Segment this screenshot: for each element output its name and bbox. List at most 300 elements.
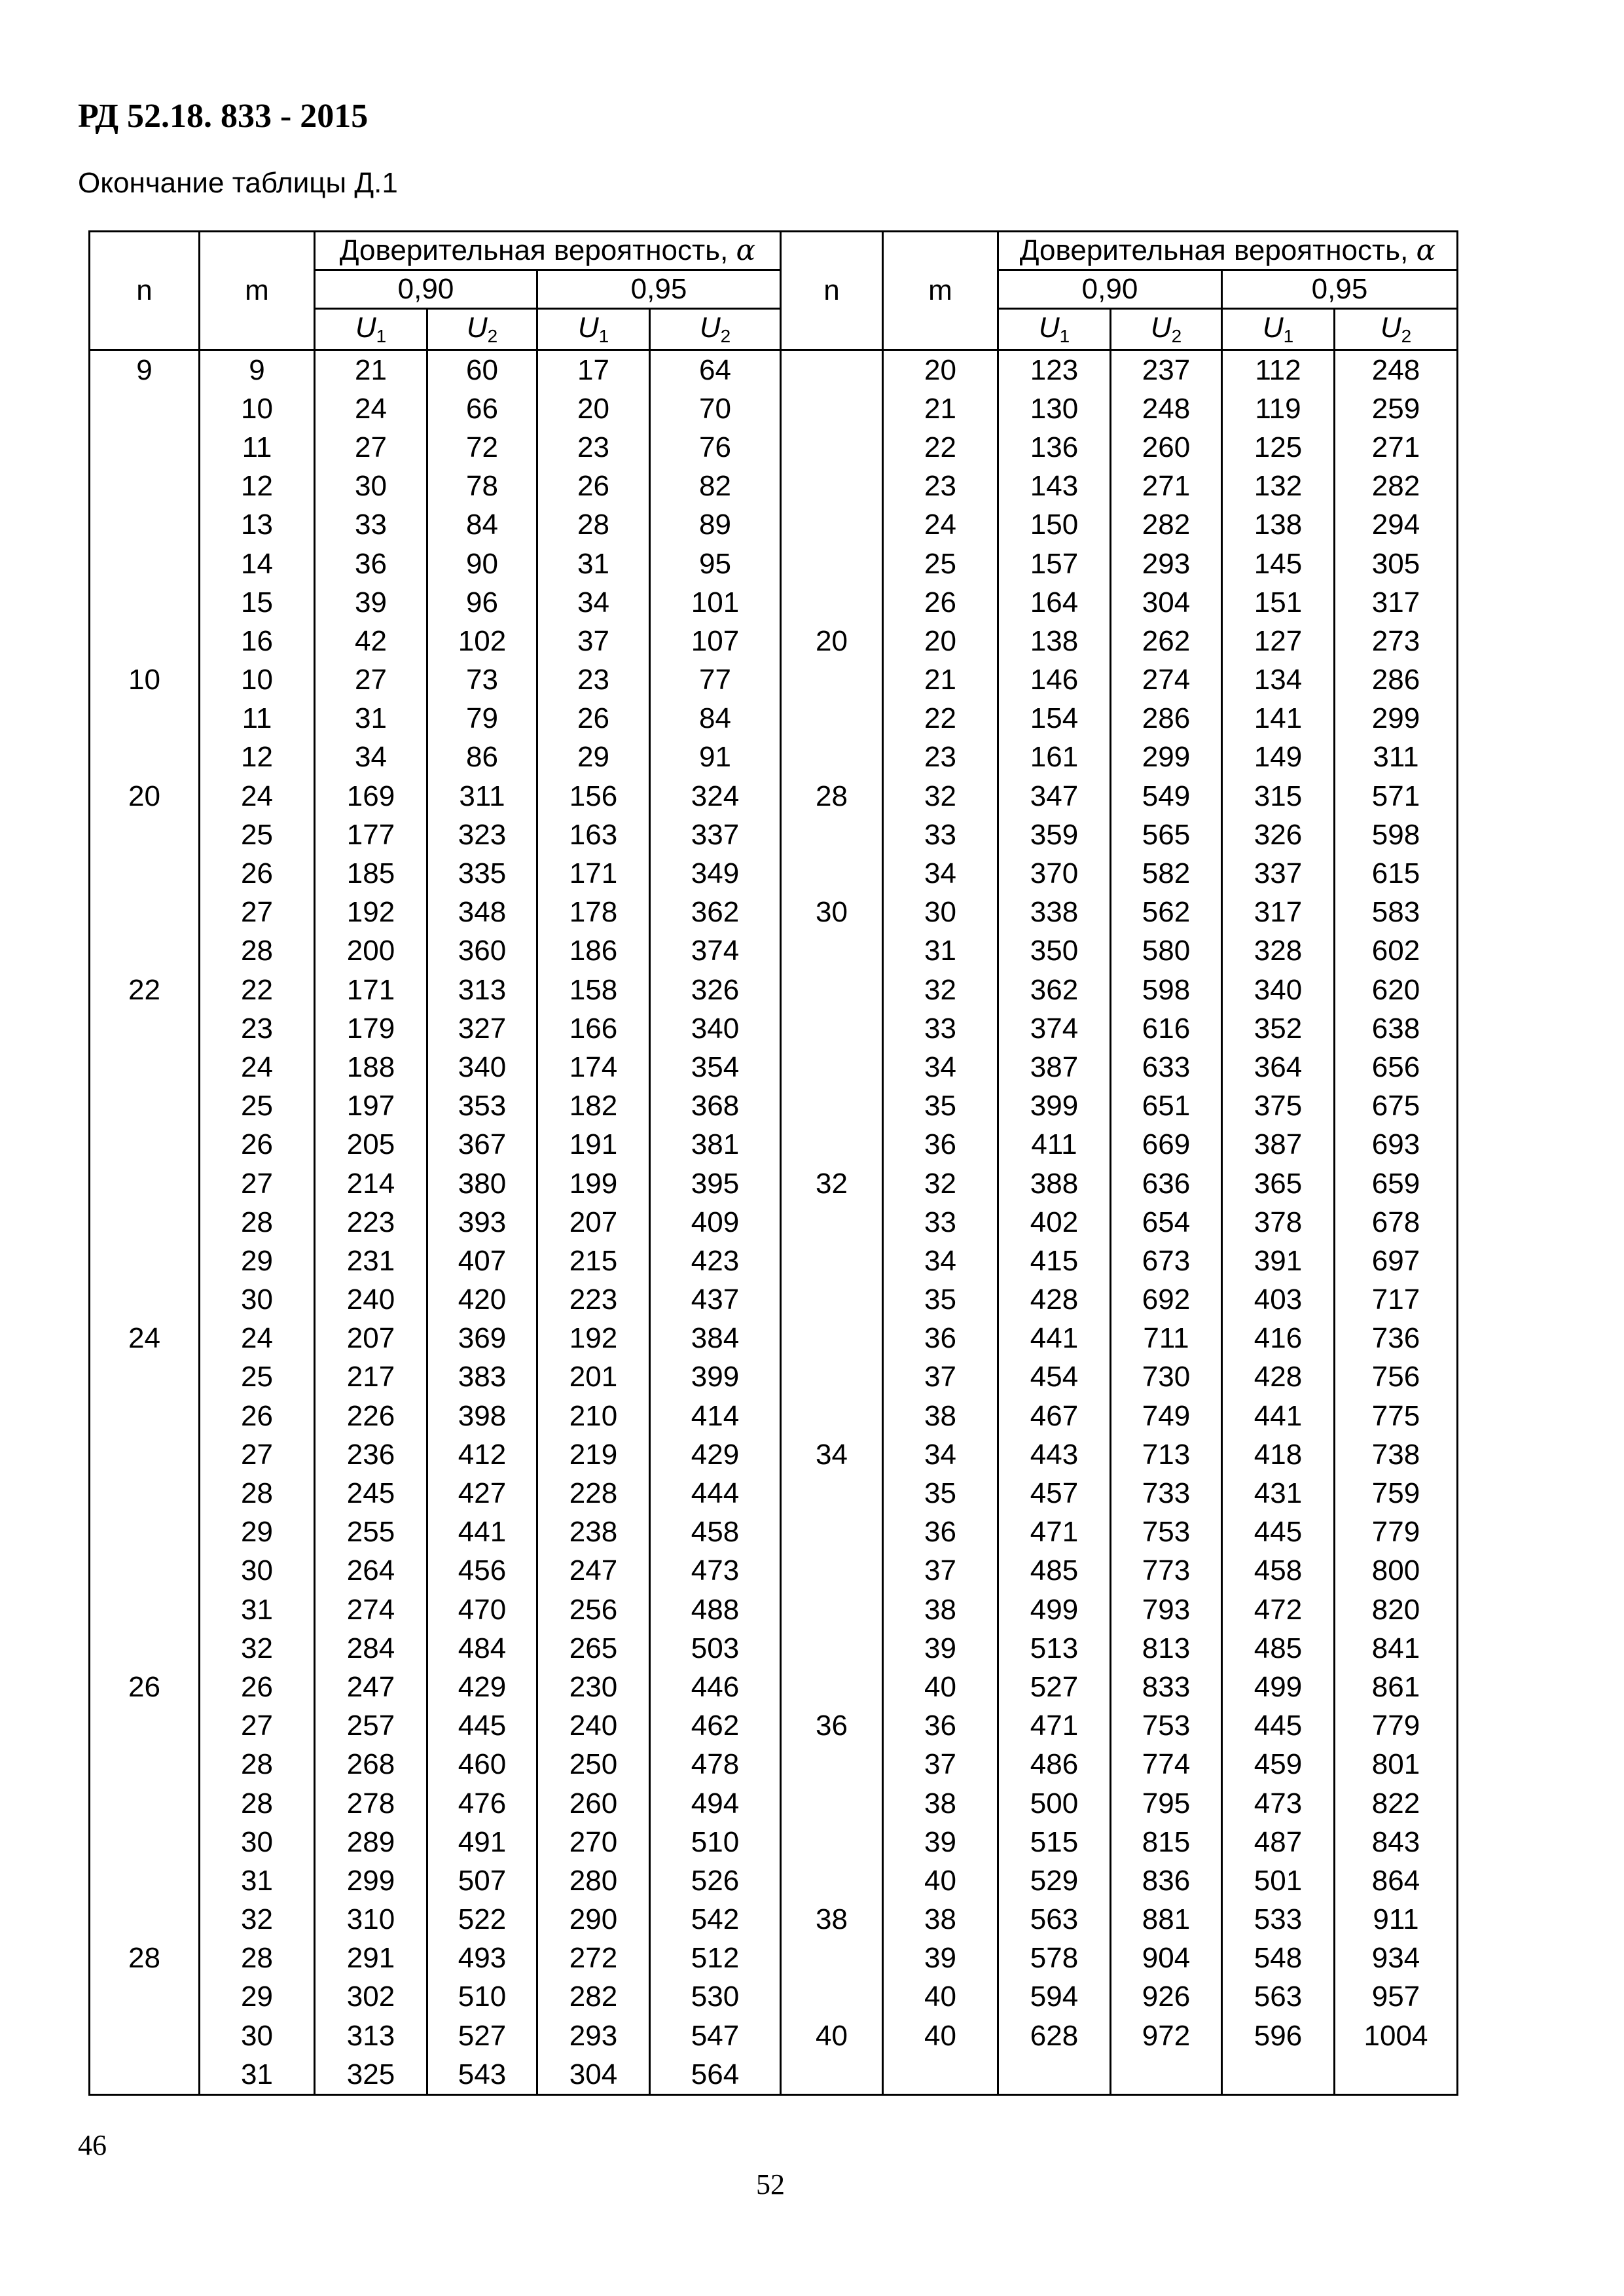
cell-u1-095: 219 <box>537 1435 650 1474</box>
cell-n <box>781 1048 883 1086</box>
cell-n <box>781 1784 883 1823</box>
cell-u1-090: 467 <box>998 1397 1111 1435</box>
cell-u1-095: 17 <box>537 350 650 390</box>
cell-u1-095: 375 <box>1222 1087 1335 1126</box>
cell-u2-095: 697 <box>1335 1242 1458 1280</box>
table-row <box>90 1513 1458 1552</box>
cell-u2-090: 335 <box>427 854 537 893</box>
cell-n: 30 <box>781 893 883 932</box>
cell-u1-095: 485 <box>1222 1629 1335 1668</box>
cell-u1-095: 215 <box>537 1242 650 1280</box>
cell-u1-090: 454 <box>998 1358 1111 1397</box>
cell-n <box>781 1823 883 1861</box>
cell-u2-095: 271 <box>1335 428 1458 467</box>
cell-m: 26 <box>200 854 315 893</box>
cell-m: 36 <box>883 1513 998 1552</box>
cell-n <box>781 1668 883 1706</box>
cell-m: 27 <box>200 1435 315 1474</box>
header-u1: $U_1$ <box>537 309 650 350</box>
cell-m: 39 <box>883 1939 998 1978</box>
cell-u2-090: 484 <box>427 1629 537 1668</box>
cell-n <box>781 1319 883 1358</box>
cell-u1-090: 457 <box>998 1474 1111 1513</box>
cell-n <box>781 1281 883 1319</box>
cell-u2-090: 795 <box>1111 1784 1222 1823</box>
cell-u2-090: 460 <box>427 1746 537 1784</box>
cell-u2-090: 248 <box>1111 389 1222 428</box>
cell-u2-095: 488 <box>650 1590 781 1629</box>
cell-u1-095: 315 <box>1222 777 1335 816</box>
cell-u1-095: 499 <box>1222 1668 1335 1706</box>
cell-u2-095: 843 <box>1335 1823 1458 1861</box>
cell-n <box>90 1513 200 1552</box>
cell-u2-095: 530 <box>650 1978 781 2017</box>
table-row <box>90 1861 1458 1900</box>
cell-n <box>90 1164 200 1203</box>
cell-u2-095: 444 <box>650 1474 781 1513</box>
cell-m: 40 <box>883 2017 998 2055</box>
cell-u1-090: 223 <box>315 1203 427 1242</box>
cell-u2-090: 353 <box>427 1087 537 1126</box>
cell-u1-090: 299 <box>315 1861 427 1900</box>
cell-u1-095: 174 <box>537 1048 650 1086</box>
cell-u1-090: 443 <box>998 1435 1111 1474</box>
cell-u2-090: 565 <box>1111 816 1222 854</box>
cell-u2-090: 383 <box>427 1358 537 1397</box>
cell-m: 15 <box>200 583 315 622</box>
cell-u2-090: 78 <box>427 467 537 506</box>
cell-u1-090: 192 <box>315 893 427 932</box>
cell-n <box>781 1861 883 1900</box>
header-u1: $U_1$ <box>315 309 427 350</box>
cell-u1-090: 231 <box>315 1242 427 1280</box>
cell-u1-090: 374 <box>998 1009 1111 1048</box>
cell-u2-090: 274 <box>1111 661 1222 700</box>
cell-u1-090: 529 <box>998 1861 1111 1900</box>
cell-u1-095: 487 <box>1222 1823 1335 1861</box>
cell-m: 22 <box>883 428 998 467</box>
cell-n <box>90 1397 200 1435</box>
cell-u2-090: 651 <box>1111 1087 1222 1126</box>
cell-n <box>90 583 200 622</box>
cell-u1-090: 169 <box>315 777 427 816</box>
cell-u1-090: 527 <box>998 1668 1111 1706</box>
cell-u1-095: 328 <box>1222 932 1335 971</box>
cell-u1-095: 240 <box>537 1707 650 1746</box>
table-row <box>90 893 1458 932</box>
cell-u2-095: 362 <box>650 893 781 932</box>
cell-u1-095: 186 <box>537 932 650 971</box>
cell-u1-095: 23 <box>537 428 650 467</box>
cell-m: 36 <box>883 1126 998 1164</box>
cell-u2-090: 773 <box>1111 1552 1222 1590</box>
cell-u1-090: 499 <box>998 1590 1111 1629</box>
cell-u1-095: 548 <box>1222 1939 1335 1978</box>
header-p090-left: 0,90 <box>315 270 537 309</box>
cell-m: 23 <box>883 738 998 777</box>
table-row <box>90 661 1458 700</box>
cell-n <box>781 816 883 854</box>
cell-n <box>90 1707 200 1746</box>
cell-n <box>781 1513 883 1552</box>
cell-u2-090: 304 <box>1111 583 1222 622</box>
cell-u1-090: 138 <box>998 622 1111 660</box>
cell-u1-090: 325 <box>315 2055 427 2095</box>
cell-m: 24 <box>200 1048 315 1086</box>
cell-u2-095: 779 <box>1335 1707 1458 1746</box>
cell-u2-090: 262 <box>1111 622 1222 660</box>
cell-m: 27 <box>200 893 315 932</box>
cell-n <box>90 1901 200 1939</box>
cell-n <box>781 854 883 893</box>
cell-u2-095: 775 <box>1335 1397 1458 1435</box>
cell-u2-095: 738 <box>1335 1435 1458 1474</box>
cell-n <box>781 661 883 700</box>
cell-m: 38 <box>883 1901 998 1939</box>
cell-u2-095: 354 <box>650 1048 781 1086</box>
cell-n <box>90 1746 200 1784</box>
cell-u1-095: 29 <box>537 738 650 777</box>
cell-n <box>90 1629 200 1668</box>
cell-u1-090: 255 <box>315 1513 427 1552</box>
cell-m: 37 <box>883 1358 998 1397</box>
cell-u2-090: 429 <box>427 1668 537 1706</box>
cell-m: 24 <box>200 777 315 816</box>
cell-u1-095: 272 <box>537 1939 650 1978</box>
table-row <box>90 1164 1458 1203</box>
cell-m: 36 <box>883 1707 998 1746</box>
cell-u2-095: 70 <box>650 389 781 428</box>
cell-u2-095: 1004 <box>1335 2017 1458 2055</box>
cell-m: 20 <box>883 350 998 390</box>
cell-u1-090: 236 <box>315 1435 427 1474</box>
cell-u2-090: 456 <box>427 1552 537 1590</box>
cell-u2-090: 562 <box>1111 893 1222 932</box>
cell-m: 36 <box>883 1319 998 1358</box>
cell-u2-095: 299 <box>1335 700 1458 738</box>
cell-u2-090: 753 <box>1111 1707 1222 1746</box>
cell-u2-090: 793 <box>1111 1590 1222 1629</box>
cell-u1-090: 136 <box>998 428 1111 467</box>
cell-u1-090: 143 <box>998 467 1111 506</box>
cell-n <box>90 545 200 583</box>
cell-u2-090: 633 <box>1111 1048 1222 1086</box>
cell-u1-090: 411 <box>998 1126 1111 1164</box>
cell-m: 28 <box>200 1939 315 1978</box>
cell-m: 31 <box>200 1861 315 1900</box>
cell-u1-090: 21 <box>315 350 427 390</box>
table-row <box>90 545 1458 583</box>
cell-u2-095: 282 <box>1335 467 1458 506</box>
cell-u1-095: 201 <box>537 1358 650 1397</box>
cell-u1-090: 34 <box>315 738 427 777</box>
cell-m: 30 <box>200 1823 315 1861</box>
cell-n <box>90 467 200 506</box>
cell-u1-090: 226 <box>315 1397 427 1435</box>
cell-u1-090: 310 <box>315 1901 427 1939</box>
cell-n <box>90 2055 200 2095</box>
cell-u1-095: 280 <box>537 1861 650 1900</box>
cell-u1-090: 628 <box>998 2017 1111 2055</box>
cell-u2-095: 76 <box>650 428 781 467</box>
cell-u2-095: 571 <box>1335 777 1458 816</box>
cell-m <box>883 2055 998 2095</box>
cell-u1-090: 36 <box>315 545 427 583</box>
table-row <box>90 1939 1458 1978</box>
cell-u1-095: 127 <box>1222 622 1335 660</box>
cell-n: 24 <box>90 1319 200 1358</box>
cell-u1-090: 39 <box>315 583 427 622</box>
cell-u2-090: 774 <box>1111 1746 1222 1784</box>
cell-m: 25 <box>200 816 315 854</box>
header-m-left: m <box>200 232 315 350</box>
cell-m: 37 <box>883 1746 998 1784</box>
cell-u2-090: 815 <box>1111 1823 1222 1861</box>
cell-u2-095: 84 <box>650 700 781 738</box>
cell-m: 34 <box>883 854 998 893</box>
cell-n <box>90 893 200 932</box>
cell-u2-090: 507 <box>427 1861 537 1900</box>
cell-n <box>90 506 200 545</box>
cell-u2-095: 934 <box>1335 1939 1458 1978</box>
cell-m: 22 <box>200 971 315 1009</box>
cell-u2-090: 669 <box>1111 1126 1222 1164</box>
table-row <box>90 506 1458 545</box>
header-m-right: m <box>883 232 998 350</box>
cell-u1-095: 26 <box>537 467 650 506</box>
cell-u2-095: 526 <box>650 1861 781 1900</box>
cell-m: 9 <box>200 350 315 390</box>
cell-u1-095: 132 <box>1222 467 1335 506</box>
cell-u2-095: 399 <box>650 1358 781 1397</box>
cell-u1-090 <box>998 2055 1111 2095</box>
cell-n <box>90 389 200 428</box>
cell-u2-090: 311 <box>427 777 537 816</box>
cell-m: 35 <box>883 1281 998 1319</box>
cell-u1-095: 270 <box>537 1823 650 1861</box>
cell-u1-090: 197 <box>315 1087 427 1126</box>
cell-u1-090: 185 <box>315 854 427 893</box>
cell-u2-095: 638 <box>1335 1009 1458 1048</box>
cell-u2-090: 90 <box>427 545 537 583</box>
cell-u2-090: 412 <box>427 1435 537 1474</box>
cell-u2-095: 91 <box>650 738 781 777</box>
cell-u2-090: 549 <box>1111 777 1222 816</box>
cell-u2-095: 429 <box>650 1435 781 1474</box>
header-u2: $U_2$ <box>427 309 537 350</box>
cell-u1-095: 596 <box>1222 2017 1335 2055</box>
cell-u2-090: 86 <box>427 738 537 777</box>
cell-u1-090: 362 <box>998 971 1111 1009</box>
cell-n: 32 <box>781 1164 883 1203</box>
cell-u1-095: 247 <box>537 1552 650 1590</box>
cell-u1-090: 291 <box>315 1939 427 1978</box>
cell-n <box>90 1861 200 1900</box>
cell-u2-095: 656 <box>1335 1048 1458 1086</box>
cell-u1-090: 370 <box>998 854 1111 893</box>
cell-m: 40 <box>883 1861 998 1900</box>
header-p095-right: 0,95 <box>1222 270 1458 309</box>
table-row <box>90 777 1458 816</box>
cell-m: 28 <box>200 1474 315 1513</box>
cell-m: 33 <box>883 1009 998 1048</box>
cell-m: 40 <box>883 1668 998 1706</box>
cell-u2-095: 503 <box>650 1629 781 1668</box>
cell-u2-095: 615 <box>1335 854 1458 893</box>
cell-u1-095: 37 <box>537 622 650 660</box>
cell-u2-090: 348 <box>427 893 537 932</box>
cell-n: 10 <box>90 661 200 700</box>
cell-n <box>781 1397 883 1435</box>
cell-n <box>90 854 200 893</box>
cell-u1-090: 399 <box>998 1087 1111 1126</box>
cell-u2-090: 527 <box>427 2017 537 2055</box>
cell-n: 9 <box>90 350 200 390</box>
cell-u1-095: 364 <box>1222 1048 1335 1086</box>
cell-u2-090: 340 <box>427 1048 537 1086</box>
cell-m: 34 <box>883 1048 998 1086</box>
cell-u1-090: 350 <box>998 932 1111 971</box>
header-confidence-right <box>998 232 1458 270</box>
cell-n: 26 <box>90 1668 200 1706</box>
cell-n: 20 <box>90 777 200 816</box>
cell-u2-090: 904 <box>1111 1939 1222 1978</box>
header-u2: $U_2$ <box>650 309 781 350</box>
cell-u2-095: 462 <box>650 1707 781 1746</box>
cell-u1-090: 402 <box>998 1203 1111 1242</box>
cell-u2-095: 583 <box>1335 893 1458 932</box>
cell-u2-090: 833 <box>1111 1668 1222 1706</box>
cell-m: 25 <box>883 545 998 583</box>
cell-m: 10 <box>200 389 315 428</box>
cell-u1-095: 26 <box>537 700 650 738</box>
cell-u2-090: 476 <box>427 1784 537 1823</box>
cell-u1-095: 391 <box>1222 1242 1335 1280</box>
cell-u1-090: 500 <box>998 1784 1111 1823</box>
cell-u1-095: 533 <box>1222 1901 1335 1939</box>
cell-u2-095: 841 <box>1335 1629 1458 1668</box>
table-row <box>90 622 1458 660</box>
cell-u2-090: 713 <box>1111 1435 1222 1474</box>
cell-m: 12 <box>200 738 315 777</box>
cell-n <box>781 583 883 622</box>
cell-u2-095: 337 <box>650 816 781 854</box>
cell-u2-095: 311 <box>1335 738 1458 777</box>
table-row <box>90 854 1458 893</box>
document-code: РД 52.18. 833 - 2015 <box>78 98 369 135</box>
cell-u1-090: 388 <box>998 1164 1111 1203</box>
cell-m: 31 <box>200 1590 315 1629</box>
cell-m: 32 <box>200 1901 315 1939</box>
table-row <box>90 971 1458 1009</box>
header-confidence-left <box>315 232 781 270</box>
cell-u1-095: 256 <box>537 1590 650 1629</box>
cell-u2-095: 395 <box>650 1164 781 1203</box>
cell-u2-090: 72 <box>427 428 537 467</box>
cell-u2-095: 340 <box>650 1009 781 1048</box>
cell-u2-090: 470 <box>427 1590 537 1629</box>
cell-u1-090: 217 <box>315 1358 427 1397</box>
cell-u1-095: 428 <box>1222 1358 1335 1397</box>
header-p090-right: 0,90 <box>998 270 1222 309</box>
cell-u2-090: 580 <box>1111 932 1222 971</box>
cell-u2-090: 420 <box>427 1281 537 1319</box>
cell-m: 11 <box>200 700 315 738</box>
confidence-label: Доверительная вероятность, <box>339 234 729 266</box>
cell-u1-090: 188 <box>315 1048 427 1086</box>
table-row <box>90 1281 1458 1319</box>
cell-u2-095: 675 <box>1335 1087 1458 1126</box>
cell-n <box>90 2017 200 2055</box>
cell-n <box>781 738 883 777</box>
cell-u1-090: 150 <box>998 506 1111 545</box>
cell-m: 20 <box>883 622 998 660</box>
cell-u2-095: 759 <box>1335 1474 1458 1513</box>
cell-u1-095: 458 <box>1222 1552 1335 1590</box>
cell-u2-095: 473 <box>650 1552 781 1590</box>
cell-u1-095: 125 <box>1222 428 1335 467</box>
cell-u1-090: 245 <box>315 1474 427 1513</box>
cell-u2-095: 64 <box>650 350 781 390</box>
cell-u1-090: 200 <box>315 932 427 971</box>
cell-u1-095: 210 <box>537 1397 650 1435</box>
cell-n <box>90 1126 200 1164</box>
cell-u2-090: 323 <box>427 816 537 854</box>
cell-n <box>90 816 200 854</box>
cell-n <box>90 1784 200 1823</box>
cell-m: 38 <box>883 1397 998 1435</box>
cell-u2-095: 547 <box>650 2017 781 2055</box>
cell-n <box>781 1590 883 1629</box>
cell-u1-090: 27 <box>315 661 427 700</box>
cell-u2-095: 736 <box>1335 1319 1458 1358</box>
cell-u2-090: 282 <box>1111 506 1222 545</box>
cell-u1-090: 264 <box>315 1552 427 1590</box>
cell-m: 30 <box>883 893 998 932</box>
cell-u2-090: 813 <box>1111 1629 1222 1668</box>
cell-n <box>781 1087 883 1126</box>
cell-u2-095: 510 <box>650 1823 781 1861</box>
cell-u2-095: 423 <box>650 1242 781 1280</box>
cell-m: 21 <box>883 661 998 700</box>
cell-u1-090: 441 <box>998 1319 1111 1358</box>
cell-u1-095: 473 <box>1222 1784 1335 1823</box>
cell-u1-095: 119 <box>1222 389 1335 428</box>
cell-m: 29 <box>200 1978 315 2017</box>
cell-n <box>781 506 883 545</box>
cell-m: 28 <box>200 932 315 971</box>
cell-m: 31 <box>883 932 998 971</box>
cell-u1-090: 563 <box>998 1901 1111 1939</box>
cell-u2-090: 582 <box>1111 854 1222 893</box>
cell-m: 30 <box>200 1552 315 1590</box>
cell-u1-090: 30 <box>315 467 427 506</box>
cell-u2-095: 248 <box>1335 350 1458 390</box>
cell-u2-090: 313 <box>427 971 537 1009</box>
cell-m: 22 <box>883 700 998 738</box>
cell-m: 37 <box>883 1552 998 1590</box>
cell-n <box>90 932 200 971</box>
cell-u2-095: 446 <box>650 1668 781 1706</box>
cell-u1-095: 238 <box>537 1513 650 1552</box>
cell-u2-090: 441 <box>427 1513 537 1552</box>
cell-n <box>781 1746 883 1784</box>
cell-n <box>781 1009 883 1048</box>
cell-u2-090: 407 <box>427 1242 537 1280</box>
cell-u2-090: 491 <box>427 1823 537 1861</box>
cell-u2-090: 327 <box>427 1009 537 1048</box>
cell-u1-095: 445 <box>1222 1513 1335 1552</box>
